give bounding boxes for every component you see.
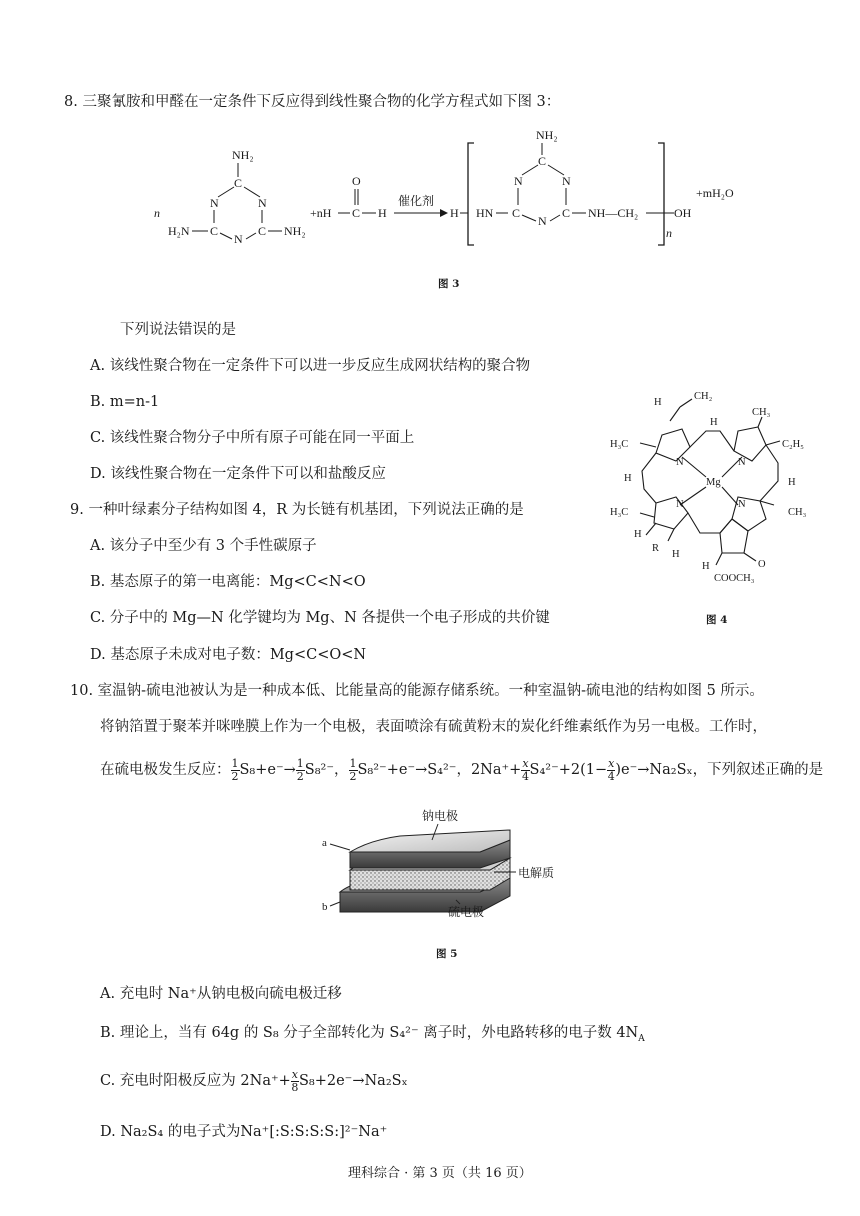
svg-text:H: H: [634, 529, 642, 540]
eq-c: C: [234, 176, 243, 190]
fig3-caption: 图 3: [438, 278, 460, 290]
svg-text:N: N: [676, 499, 684, 510]
q8-option-d: D. 该线性聚合物在一定条件下可以和盐酸反应: [90, 466, 386, 482]
svg-text:N: N: [514, 174, 523, 188]
q9-option-d: D. 基态原子未成对电子数：Mg<C<O<N: [90, 647, 367, 663]
svg-text:N: N: [258, 196, 267, 210]
fig5-label-b: b: [322, 901, 328, 913]
svg-text:NH₂: NH₂: [536, 128, 558, 142]
q8-option-b: B. m=n-1: [90, 394, 160, 410]
eq-catalyst: 催化剂: [398, 194, 435, 208]
q9-stem: 9. 一种叶绿素分子结构如图 4，R 为长链有机基团，下列说法正确的是: [70, 502, 524, 518]
svg-text:C: C: [258, 224, 267, 238]
svg-text:N: N: [676, 457, 684, 468]
svg-text:O: O: [758, 559, 766, 570]
q9-option-c: C. 分子中的 Mg—N 化学键均为 Mg、N 各提供一个电子形成的共价键: [90, 610, 550, 626]
svg-text:H₃C: H₃C: [610, 507, 629, 518]
svg-text:H: H: [624, 473, 632, 484]
svg-text:H: H: [378, 206, 387, 220]
figure-3-equation: [150, 125, 770, 255]
svg-text:N: N: [738, 457, 746, 468]
fig4-mg: Mg: [706, 477, 721, 488]
svg-text:H: H: [702, 561, 710, 572]
svg-text:C: C: [210, 224, 219, 238]
q10-stem-1: 10. 室温钠-硫电池被认为是一种成本低、比能量高的能源存储系统。一种室温钠-硫电池的结构如图 5 所示。: [70, 683, 764, 699]
eq-h2n-left: H₂N: [168, 224, 190, 238]
svg-text:C: C: [352, 206, 361, 220]
page-footer: 理科综合 · 第 3 页（共 16 页）: [348, 1166, 532, 1181]
q8-option-a: A. 该线性聚合物在一定条件下可以进一步反应生成网状结构的聚合物: [90, 358, 531, 374]
svg-text:CH₃: CH₃: [752, 407, 771, 418]
eq-oh: OH: [674, 206, 692, 220]
fig4-caption: 图 4: [706, 614, 728, 626]
svg-text:C: C: [512, 206, 521, 220]
eq-o: O: [352, 174, 361, 188]
q8-option-c: C. 该线性聚合物分子中所有原子可能在同一平面上: [90, 430, 415, 446]
svg-text:H: H: [672, 549, 680, 560]
eq-nh-ch2: NH—CH₂: [588, 206, 639, 220]
svg-text:n: n: [666, 226, 672, 240]
q9-option-b: B. 基态原子的第一电离能：Mg<C<N<O: [90, 574, 366, 590]
svg-text:C₂H₅: C₂H₅: [782, 439, 804, 450]
fig5-label-a: a: [322, 837, 327, 849]
q10-stem-2: 将钠箔置于聚苯并咪唑膜上作为一个电极，表面喷涂有硫黄粉末的炭化纤维素纸作为另一电极。工作时，: [100, 719, 767, 735]
eq-n: n: [154, 206, 160, 220]
q10-option-b: B. 理论上，当有 64g 的 S₈ 分子全部转化为 S₄²⁻ 离子时，外电路转移的电子数 $4N_A$: [100, 1025, 645, 1044]
fig5-caption: 图 5: [436, 948, 458, 960]
svg-text:N: N: [210, 196, 219, 210]
eq-nh2-right: NH₂: [284, 224, 306, 238]
eq-water: +mH₂O: [696, 186, 734, 200]
q10-option-d: D. Na₂S₄ 的电子式为Na⁺[:S:S:S:S:]²⁻Na⁺: [100, 1124, 388, 1140]
svg-text:H₃C: H₃C: [610, 439, 629, 450]
q9-option-a: A. 该分子中至少有 3 个手性碳原子: [90, 538, 317, 554]
q10-option-c: C. 充电时阳极反应为 2Na⁺+ $\frac{x}{8}$ S₈+2e⁻→Na₂Sₓ: [100, 1067, 408, 1094]
q8-prompt: 下列说法错误的是: [120, 322, 236, 338]
svg-text:H: H: [788, 477, 796, 488]
svg-text:H: H: [710, 417, 718, 428]
svg-text:CH₃: CH₃: [788, 507, 807, 518]
figure-5-battery: [310, 800, 600, 940]
svg-text:C: C: [538, 154, 547, 168]
svg-text:N: N: [538, 214, 547, 228]
eq-plus-nh: +nH: [310, 206, 332, 220]
fig5-electrolyte: 电解质: [518, 866, 555, 880]
svg-text:N: N: [234, 232, 243, 246]
fig4-ch2: CH₂: [694, 391, 713, 402]
figure-4-chlorophyll: [610, 385, 830, 605]
eq-hn: HN: [476, 206, 494, 220]
fig4-h-vinyl: H: [654, 397, 662, 408]
svg-text:N: N: [562, 174, 571, 188]
fig4-r: R: [652, 543, 660, 554]
svg-text:H: H: [450, 206, 459, 220]
q10-stem-3: 在硫电极发生反应： $\frac{1}{2}$ S₈+e⁻→ $\frac{1}{2}$ S₈²⁻， $\frac{1}{2}$ S₈²⁻+e⁻→S₄²⁻，2Na⁺+ $\frac{x}{4}$ S₄²⁻+2(1− $\frac{x}{4}$ )e⁻→Na₂Sₓ，下列叙述正确的是: [100, 756, 824, 783]
fig4-cooch3: COOCH₃: [714, 573, 755, 584]
fig5-s-electrode: 硫电极: [448, 905, 485, 919]
eq-nh2-top: NH₂: [232, 148, 254, 162]
svg-text:N: N: [738, 499, 746, 510]
q8-stem: 8. 三聚氰胺和甲醛在一定条件下反应得到线性聚合物的化学方程式如下图 3：: [64, 94, 561, 110]
svg-text:C: C: [562, 206, 571, 220]
fig5-na-electrode: 钠电极: [422, 809, 459, 823]
q10-option-a: A. 充电时 Na⁺从钠电极向硫电极迁移: [100, 986, 342, 1002]
